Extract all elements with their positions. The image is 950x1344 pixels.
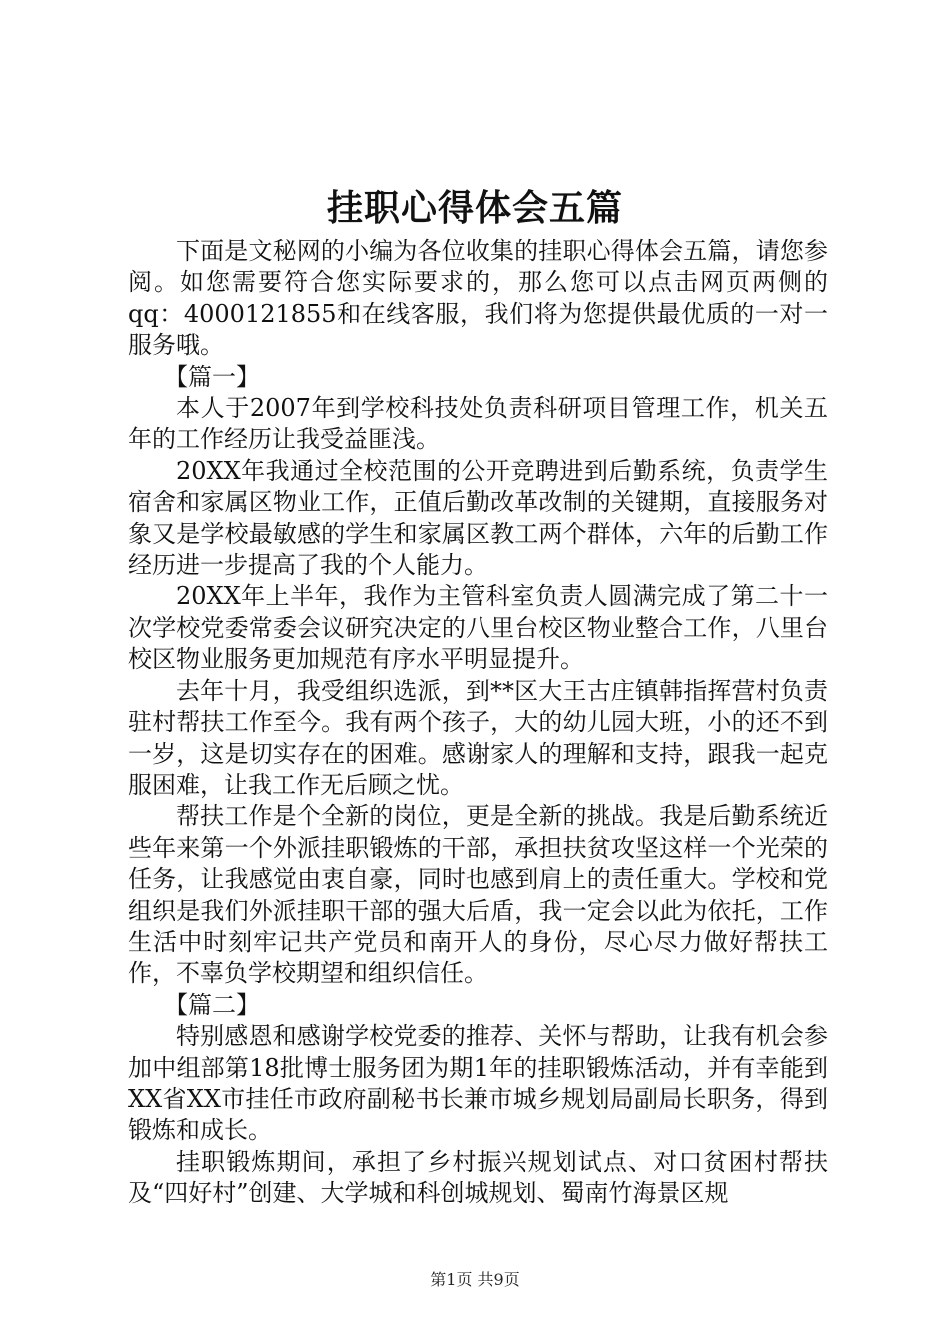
intro-paragraph: 下面是文秘网的小编为各位收集的挂职心得体会五篇，请您参阅。如您需要符合您实际要求的，那么您可以点击网页两侧的qq：4000121855和在线客服，我们将为您提供最优质的一对一服务哦。 xyxy=(128,237,828,360)
document-body xyxy=(128,236,828,1210)
body-paragraph: 去年十月，我受组织选派，到**区大王古庄镇韩指挥营村负责驻村帮扶工作至今。我有两个孩子，大的幼儿园大班，小的还不到一岁，这是切实存在的困难。感谢家人的理解和支持，跟我一起克服困难，让我工作无后顾之忧。 xyxy=(128,676,828,799)
section-heading-1: 【篇一】 xyxy=(164,362,260,391)
body-paragraph: 帮扶工作是个全新的岗位，更是全新的挑战。我是后勤系统近些年来第一个外派挂职锻炼的干部，承担扶贫攻坚这样一个光荣的任务，让我感觉由衷自豪，同时也感到肩上的责任重大。学校和党组织是我们外派挂职干部的强大后盾，我一定会以此为依托，工作生活中时刻牢记共产党员和南开人的身份，尽心尽力做好帮扶工作，不辜负学校期望和组织信任。 xyxy=(128,802,828,988)
section-heading-2: 【篇二】 xyxy=(164,990,260,1019)
body-paragraph: 本人于2007年到学校科技处负责科研项目管理工作，机关五年的工作经历让我受益匪浅。 xyxy=(128,394,828,454)
page-footer: 第1页 共9页 xyxy=(430,1270,520,1289)
document-title: 挂职心得体会五篇 xyxy=(326,187,623,229)
body-paragraph: 20XX年我通过全校范围的公开竞聘进到后勤系统，负责学生宿舍和家属区物业工作，正值后勤改革改制的关键期，直接服务对象又是学校最敏感的学生和家属区教工两个群体，六年的后勤工作经历进一步提高了我的个人能力。 xyxy=(128,456,828,580)
body-paragraph: 特别感恩和感谢学校党委的推荐、关怀与帮助，让我有机会参加中组部第18批博士服务团为期1年的挂职锻炼活动，并有幸能到XX省XX市挂任市政府副秘书长兼市城乡规划局副局长职务，得到锻炼和成长。 xyxy=(128,1022,828,1145)
body-paragraph: 20XX年上半年，我作为主管科室负责人圆满完成了第二十一次学校党委常委会议研究决定的八里台校区物业整合工作，八里台校区物业服务更加规范有序水平明显提升。 xyxy=(128,582,828,674)
body-paragraph: 挂职锻炼期间，承担了乡村振兴规划试点、对口贫困村帮扶及“四好村”创建、大学城和科创城规划、蜀南竹海景区规 xyxy=(128,1147,828,1208)
